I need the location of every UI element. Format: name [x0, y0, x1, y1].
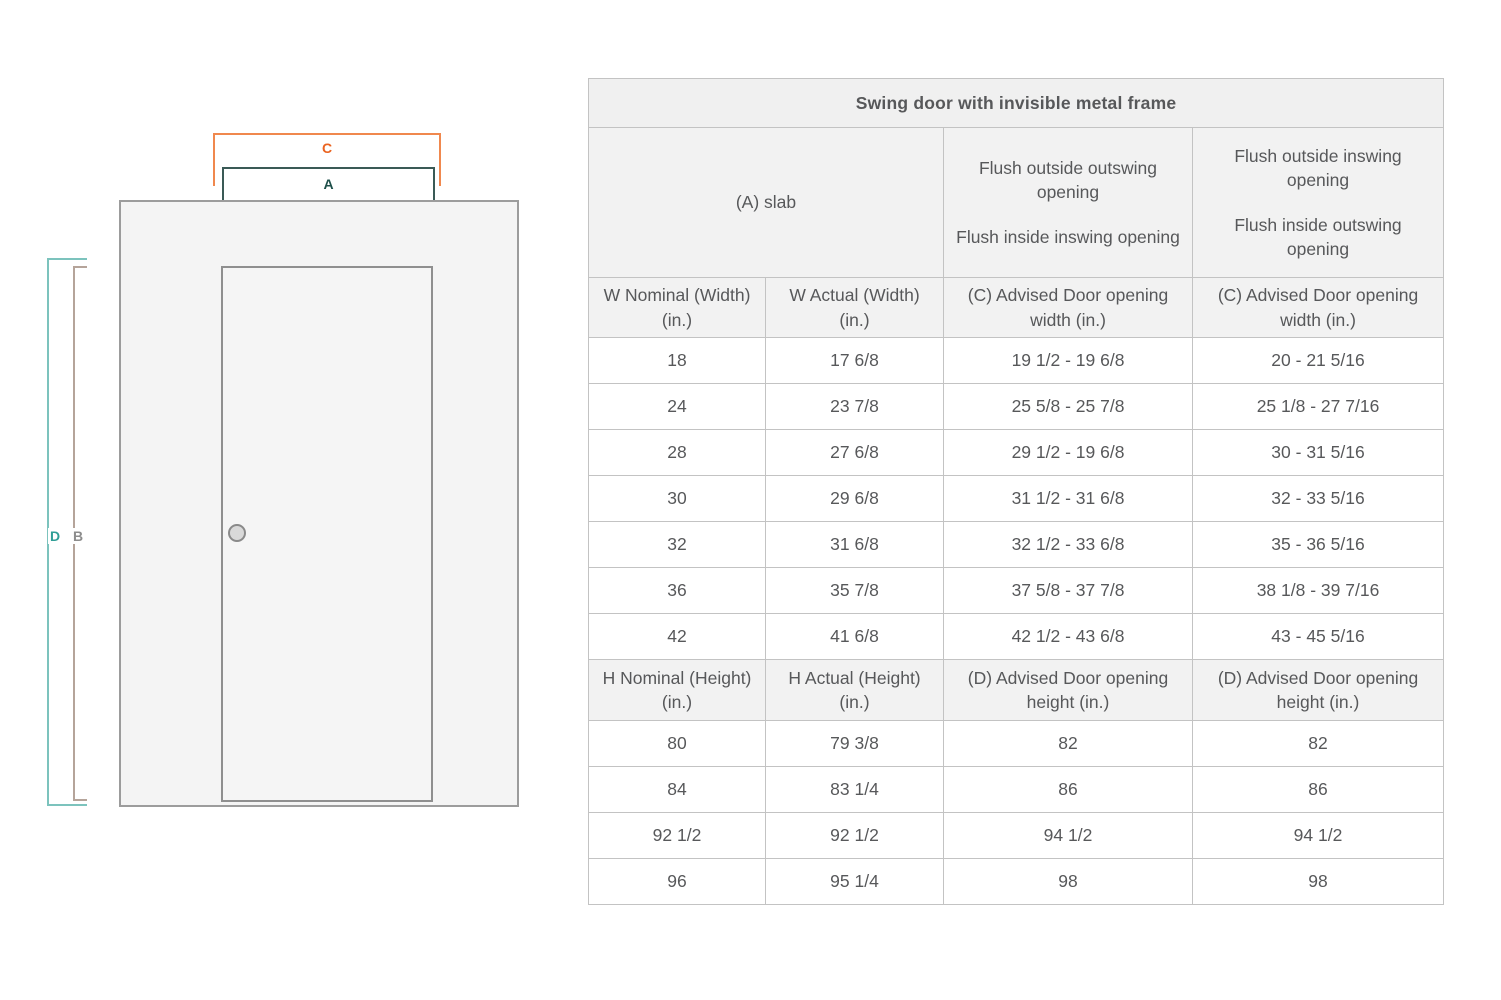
col-header-advised-width-2: (C) Advised Door opening width (in.)	[1193, 278, 1444, 338]
dim-label-d: D	[50, 528, 61, 544]
table-cell: 92 1/2	[766, 813, 944, 859]
table-cell: 25 5/8 - 25 7/8	[944, 384, 1193, 430]
table-cell: 95 1/4	[766, 859, 944, 905]
table-cell: 25 1/8 - 27 7/16	[1193, 384, 1444, 430]
table-cell: 36	[589, 568, 766, 614]
table-cell: 38 1/8 - 39 7/16	[1193, 568, 1444, 614]
col-header-w-actual: W Actual (Width) (in.)	[766, 278, 944, 338]
table-cell: 41 6/8	[766, 614, 944, 660]
dim-label-a: A	[323, 176, 334, 192]
table-cell: 18	[589, 338, 766, 384]
col-header-advised-height-2: (D) Advised Door opening height (in.)	[1193, 660, 1444, 721]
table-cell: 98	[1193, 859, 1444, 905]
door-slab	[221, 266, 433, 802]
col-header-h-nominal: H Nominal (Height) (in.)	[589, 660, 766, 721]
col-header-h-actual: H Actual (Height) (in.)	[766, 660, 944, 721]
table-cell: 86	[944, 767, 1193, 813]
table-cell: 30 - 31 5/16	[1193, 430, 1444, 476]
table-cell: 80	[589, 721, 766, 767]
table-cell: 35 - 36 5/16	[1193, 522, 1444, 568]
table-cell: 32	[589, 522, 766, 568]
spec-table	[588, 78, 1444, 905]
table-cell: 83 1/4	[766, 767, 944, 813]
dim-bracket-a	[222, 167, 435, 200]
table-cell: 82	[944, 721, 1193, 767]
table-cell: 94 1/2	[1193, 813, 1444, 859]
flush-header-inswing	[1193, 128, 1444, 278]
table-cell: 43 - 45 5/16	[1193, 614, 1444, 660]
table-cell: 86	[1193, 767, 1444, 813]
table-cell: 98	[944, 859, 1193, 905]
col-header-w-nominal: W Nominal (Width) (in.)	[589, 278, 766, 338]
col-header-advised-height-1: (D) Advised Door opening height (in.)	[944, 660, 1193, 721]
table-cell: 20 - 21 5/16	[1193, 338, 1444, 384]
table-cell: 94 1/2	[944, 813, 1193, 859]
flush-header-line: Flush inside inswing opening	[956, 226, 1180, 247]
table-cell: 31 1/2 - 31 6/8	[944, 476, 1193, 522]
col-header-advised-width-1: (C) Advised Door opening width (in.)	[944, 278, 1193, 338]
flush-header-line: Flush outside outswing opening	[978, 157, 1158, 203]
table-cell: 35 7/8	[766, 568, 944, 614]
flush-header-outswing	[944, 128, 1193, 278]
table-cell: 31 6/8	[766, 522, 944, 568]
table-cell: 42 1/2 - 43 6/8	[944, 614, 1193, 660]
table-cell: 19 1/2 - 19 6/8	[944, 338, 1193, 384]
dim-label-c: C	[321, 140, 333, 156]
table-cell: 29 6/8	[766, 476, 944, 522]
table-cell: 79 3/8	[766, 721, 944, 767]
table-cell: 24	[589, 384, 766, 430]
table-cell: 82	[1193, 721, 1444, 767]
table-cell: 30	[589, 476, 766, 522]
table-cell: 17 6/8	[766, 338, 944, 384]
table-cell: 28	[589, 430, 766, 476]
table-cell: 32 1/2 - 33 6/8	[944, 522, 1193, 568]
table-cell: 32 - 33 5/16	[1193, 476, 1444, 522]
flush-header-line: Flush inside outswing opening	[1234, 214, 1402, 259]
table-cell: 92 1/2	[589, 813, 766, 859]
dim-label-b: B	[73, 528, 84, 544]
table-title: Swing door with invisible metal frame	[589, 79, 1444, 128]
table-cell: 27 6/8	[766, 430, 944, 476]
table-cell: 96	[589, 859, 766, 905]
table-cell: 42	[589, 614, 766, 660]
doorknob-icon	[228, 524, 246, 542]
table-cell: 37 5/8 - 37 7/8	[944, 568, 1193, 614]
flush-header-line: Flush outside inswing opening	[1234, 145, 1402, 190]
table-cell: 84	[589, 767, 766, 813]
slab-header: (A) slab	[589, 128, 944, 278]
table-cell: 23 7/8	[766, 384, 944, 430]
table-cell: 29 1/2 - 19 6/8	[944, 430, 1193, 476]
